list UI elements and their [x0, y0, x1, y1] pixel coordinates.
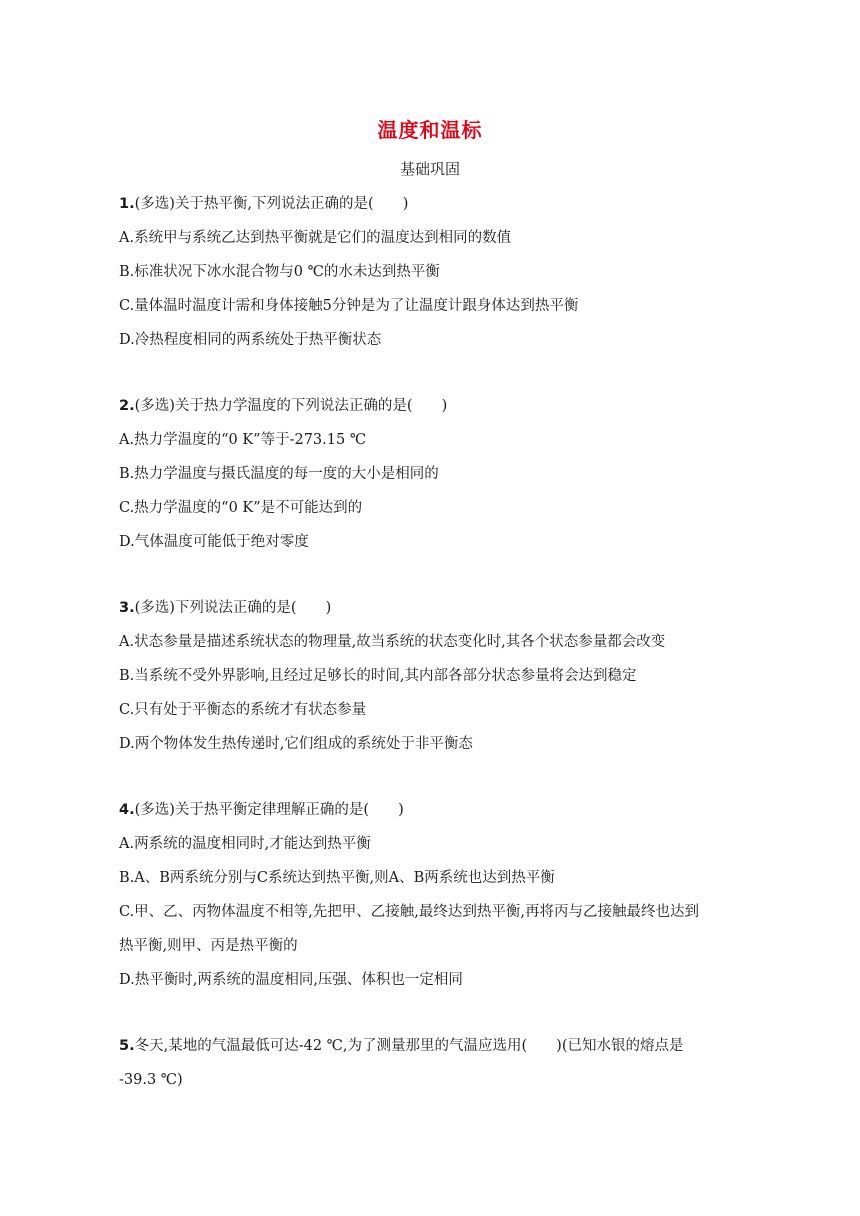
option-b: B.A、B两系统分别与C系统达到热平衡,则A、B两系统也达到热平衡: [119, 870, 555, 886]
option-a: A.热力学温度的“0 K”等于-273.15 ℃: [119, 432, 367, 448]
question-stem: [119, 793, 744, 827]
option-b: B.热力学温度与摄氏温度的每一度的大小是相同的: [119, 466, 439, 482]
option-d: D.气体温度可能低于绝对零度: [119, 534, 309, 550]
option-c: C.甲、乙、丙物体温度不相等,先把甲、乙接触,最终达到热平衡,再将丙与乙接触最终也达到: [119, 904, 700, 920]
option-a: A.两系统的温度相同时,才能达到热平衡: [119, 836, 371, 852]
option-c-continued: 热平衡,则甲、丙是热平衡的: [119, 938, 298, 954]
question-text: (多选)关于热平衡定律理解正确的是( ): [134, 802, 404, 818]
option-c: C.只有处于平衡态的系统才有状态参量: [119, 702, 367, 718]
question-1: [119, 187, 744, 357]
question-stem: [119, 1029, 744, 1063]
page-title: 温度和温标: [377, 118, 483, 142]
question-text: 冬天,某地的气温最低可达-42 ℃,为了测量那里的气温应选用( )(已知水银的熔点是: [134, 1038, 684, 1054]
question-list: [119, 187, 744, 1097]
option-c: C.热力学温度的“0 K”是不可能达到的: [119, 500, 363, 516]
question-stem: [119, 389, 744, 423]
option-d: D.热平衡时,两系统的温度相同,压强、体积也一定相同: [119, 972, 463, 988]
question-number: 5.: [119, 1038, 135, 1054]
question-5: [119, 1029, 744, 1097]
question-text: (多选)关于热平衡,下列说法正确的是( ): [134, 196, 409, 212]
question-text: (多选)关于热力学温度的下列说法正确的是( ): [134, 398, 448, 414]
question-stem: [119, 187, 744, 221]
question-number: 3.: [119, 600, 135, 616]
option-d: D.冷热程度相同的两系统处于热平衡状态: [119, 332, 382, 348]
option-b: B.标准状况下冰水混合物与0 ℃的水未达到热平衡: [119, 264, 440, 280]
option-a: A.状态参量是描述系统状态的物理量,故当系统的状态变化时,其各个状态参量都会改变: [119, 634, 666, 650]
question-stem: [119, 591, 744, 625]
question-stem-continued: -39.3 ℃): [119, 1072, 183, 1088]
question-number: 4.: [119, 802, 135, 818]
question-3: [119, 591, 744, 761]
option-a: A.系统甲与系统乙达到热平衡就是它们的温度达到相同的数值: [119, 230, 512, 246]
option-b: B.当系统不受外界影响,且经过足够长的时间,其内部各部分状态参量将会达到稳定: [119, 668, 637, 684]
question-2: [119, 389, 744, 559]
option-d: D.两个物体发生热传递时,它们组成的系统处于非平衡态: [119, 736, 473, 752]
question-number: 2.: [119, 398, 135, 414]
question-text: (多选)下列说法正确的是( ): [134, 600, 332, 616]
question-4: [119, 793, 744, 997]
section-subtitle: 基础巩固: [399, 160, 460, 178]
question-number: 1.: [119, 196, 135, 212]
option-c: C.量体温时温度计需和身体接触5分钟是为了让温度计跟身体达到热平衡: [119, 298, 579, 314]
